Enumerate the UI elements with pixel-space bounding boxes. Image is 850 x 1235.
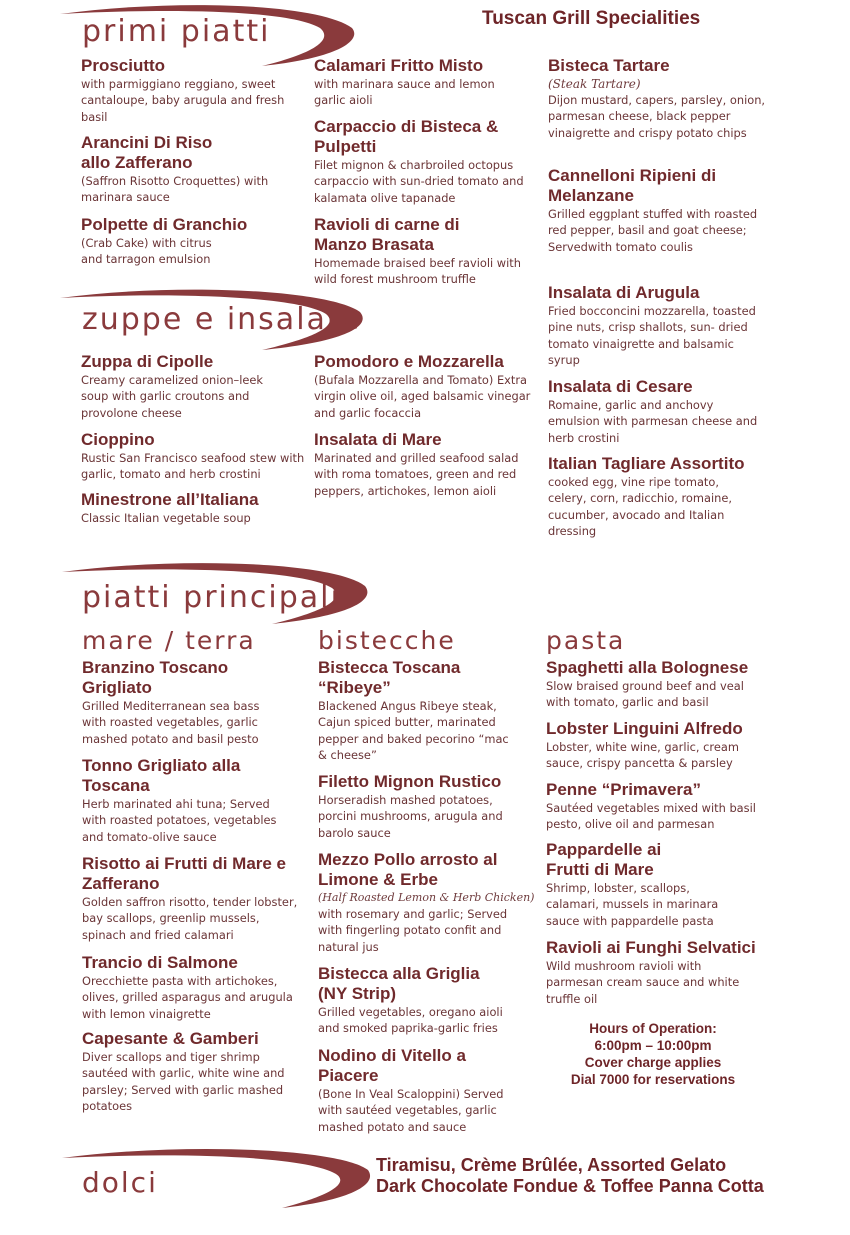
dish-minestrone: [81, 490, 311, 526]
dish-name: Spaghetti alla Bolognese: [546, 658, 749, 677]
dish-bisteca-tartare: [548, 56, 778, 141]
dish-nodino-vitello: [318, 1046, 548, 1135]
dish-name: Prosciutto: [81, 56, 166, 75]
dish-trancio-salmone: [82, 953, 312, 1022]
dish-desc: Creamy caramelized onion–leek soup with garlic croutons and provolone cheese: [81, 373, 264, 420]
dish-desc: Grilled Mediterranean sea bass with roasted vegetables, garlic mashed potato and basil pesto: [82, 699, 260, 746]
dish-name: Branzino Toscano Grigliato: [82, 658, 229, 697]
dish-cannelloni: [548, 166, 778, 255]
dish-desc: with parmiggiano reggiano, sweet cantaloupe, baby arugula and fresh basil: [81, 77, 285, 124]
dish-name: Zuppa di Cipolle: [81, 352, 214, 371]
dish-desc: with marinara sauce and lemon garlic aioli: [314, 77, 495, 108]
dish-name: Bistecca alla Griglia (NY Strip): [318, 964, 480, 1003]
dish-desc: Filet mignon & charbroiled octopus carpaccio with sun-dried tomato and kalamata olive tapanade: [314, 158, 524, 205]
dish-desc: Lobster, white wine, garlic, cream sauce, crispy pancetta & parsley: [546, 740, 739, 771]
dish-name: Trancio di Salmone: [82, 953, 238, 972]
dish-name: Insalata di Mare: [314, 430, 442, 449]
dish-ravioli-funghi: [546, 938, 776, 1007]
dish-tagliare-assortito: [548, 454, 778, 539]
subsection-title-pasta: pasta: [546, 626, 626, 655]
dish-desc: (Crab Cake) with citrus and tarragon emulsion: [81, 236, 212, 267]
dish-desc: with rosemary and garlic; Served with fingerling potato confit and natural jus: [318, 907, 508, 954]
dish-name: Arancini Di Riso allo Zafferano: [81, 133, 213, 172]
dish-name: Insalata di Arugula: [548, 283, 700, 302]
dish-name: Ravioli ai Funghi Selvatici: [546, 938, 756, 957]
dish-name: Pomodoro e Mozzarella: [314, 352, 504, 371]
dish-arancini: [81, 133, 311, 206]
dish-polpette: [81, 215, 311, 268]
hours-line-3: Cover charge applies: [584, 1055, 722, 1070]
dish-name: Bisteca Tartare: [548, 56, 670, 75]
section-title-principali: piatti principali: [82, 580, 341, 615]
dish-calamari: [314, 56, 544, 109]
dish-branzino: [82, 658, 312, 747]
dish-name: Lobster Linguini Alfredo: [546, 719, 743, 738]
dish-name: Filetto Mignon Rustico: [318, 772, 502, 791]
dish-subtitle: (Half Roasted Lemon & Herb Chicken): [318, 891, 535, 904]
dish-desc: cooked egg, vine ripe tomato, celery, corn, radicchio, romaine, cucumber, avocado and Italian dressing: [548, 475, 732, 538]
dish-desc: Romaine, garlic and anchovy emulsion with parmesan cheese and herb crostini: [548, 398, 758, 445]
hours-line-1: Hours of Operation:: [589, 1021, 717, 1036]
dish-cioppino: [81, 430, 311, 483]
dish-desc: (Saffron Risotto Croquettes) with marinara sauce: [81, 174, 269, 205]
section-title-dolci: dolci: [82, 1166, 158, 1199]
dish-desc: (Bufala Mozzarella and Tomato) Extra virgin olive oil, aged balsamic vinegar and garlic focaccia: [314, 373, 531, 420]
dish-desc: Blackened Angus Ribeye steak, Cajun spiced butter, marinated pepper and baked pecorino “mac & cheese”: [318, 699, 509, 762]
dish-name: Capesante & Gamberi: [82, 1029, 259, 1048]
dish-name: Italian Tagliare Assortito: [548, 454, 745, 473]
dish-desc: Fried bocconcini mozzarella, toasted pine nuts, crisp shallots, sun- dried tomato vinaigrette and balsamic syrup: [548, 304, 756, 367]
section-title-zuppe: zuppe e insalate: [82, 302, 362, 337]
dish-carpaccio: [314, 117, 544, 206]
dish-desc: (Bone In Veal Scaloppini) Served with sautéed vegetables, garlic mashed potato and sauce: [318, 1087, 504, 1134]
specialities-title: Tuscan Grill Specialities: [482, 8, 701, 29]
dish-desc: Slow braised ground beef and veal with tomato, garlic and basil: [546, 679, 744, 710]
subsection-title-mare-terra: mare / terra: [82, 626, 256, 655]
dish-desc: Classic Italian vegetable soup: [81, 511, 251, 525]
dish-capesante-gamberi: [82, 1029, 312, 1114]
dish-name: Carpaccio di Bisteca & Pulpetti: [314, 117, 499, 156]
dish-name: Calamari Fritto Misto: [314, 56, 484, 75]
dish-bistecca-toscana: [318, 658, 548, 763]
dish-pappardelle: [546, 840, 776, 929]
dish-name: Nodino di Vitello a Piacere: [318, 1046, 466, 1085]
dish-name: Cannelloni Ripieni di Melanzane: [548, 166, 717, 205]
dish-insalata-arugula: [548, 283, 778, 368]
dish-zuppa-cipolle: [81, 352, 311, 421]
dish-pomodoro-mozzarella: [314, 352, 544, 421]
dish-bistecca-griglia: [318, 964, 548, 1037]
dish-name: Penne “Primavera”: [546, 780, 701, 799]
dish-filetto-mignon: [318, 772, 548, 841]
dish-desc: Dijon mustard, capers, parsley, onion, parmesan cheese, black pepper vinaigrette and crispy potato chips: [548, 93, 766, 140]
dish-spaghetti-bolognese: [546, 658, 776, 711]
dish-name: Minestrone all’Italiana: [81, 490, 259, 509]
dish-tonno: [82, 756, 312, 845]
dish-desc: Grilled eggplant stuffed with roasted red pepper, basil and goat cheese; Servedwith tomato coulis: [548, 207, 758, 254]
dish-desc: Horseradish mashed potatoes, porcini mushrooms, arugula and barolo sauce: [318, 793, 503, 840]
dish-name: Insalata di Cesare: [548, 377, 693, 396]
hours-line-2: 6:00pm – 10:00pm: [594, 1038, 712, 1053]
dish-desc: Marinated and grilled seafood salad with roma tomatoes, green and red peppers, artichokes, lemon aioli: [314, 451, 519, 498]
dish-lobster-linguini: [546, 719, 776, 772]
dish-name: Tonno Grigliato alla Toscana: [82, 756, 241, 795]
dish-insalata-mare: [314, 430, 544, 499]
dish-desc: Golden saffron risotto, tender lobster, bay scallops, greenlip mussels, spinach and fried calamari: [82, 895, 298, 942]
dolci-line-2: Dark Chocolate Fondue & Toffee Panna Cotta: [376, 1176, 764, 1196]
section-title-primi: primi piatti: [82, 14, 271, 49]
dish-desc: Herb marinated ahi tuna; Served with roasted potatoes, vegetables and tomato-olive sauce: [82, 797, 277, 844]
dish-risotto-frutti-mare: [82, 854, 312, 943]
dish-name: Risotto ai Frutti di Mare e Zafferano: [82, 854, 287, 893]
dish-desc: Homemade braised beef ravioli with wild forest mushroom truffle: [314, 256, 521, 287]
dolci-line-1: Tiramisu, Crème Brûlée, Assorted Gelato: [376, 1155, 727, 1175]
dish-desc: Grilled vegetables, oregano aioli and smoked paprika-garlic fries: [318, 1005, 503, 1036]
dish-mezzo-pollo: [318, 850, 548, 955]
dish-name: Cioppino: [81, 430, 155, 449]
dish-desc: Sautéed vegetables mixed with basil pesto, olive oil and parmesan: [546, 801, 756, 832]
dish-name: Polpette di Granchio: [81, 215, 248, 234]
dish-desc: Orecchiette pasta with artichokes, olives, grilled asparagus and arugula with lemon vinaigrette: [82, 974, 293, 1021]
dish-name: Bistecca Toscana “Ribeye”: [318, 658, 461, 697]
dish-subtitle: (Steak Tartare): [548, 77, 641, 91]
hours-of-operation: [553, 1020, 753, 1088]
dish-ravioli-manzo: [314, 215, 544, 288]
dish-desc: Rustic San Francisco seafood stew with garlic, tomato and herb crostini: [81, 451, 305, 482]
dolci-items: [376, 1155, 764, 1197]
dish-desc: Shrimp, lobster, scallops, calamari, mussels in marinara sauce with pappardelle pasta: [546, 881, 719, 928]
dish-desc: Wild mushroom ravioli with parmesan cream sauce and white truffle oil: [546, 959, 740, 1006]
dish-name: Mezzo Pollo arrosto al Limone & Erbe: [318, 850, 498, 889]
dish-prosciutto: [81, 56, 311, 125]
dish-insalata-cesare: [548, 377, 778, 446]
subsection-title-bistecche: bistecche: [318, 626, 456, 655]
dish-name: Ravioli di carne di Manzo Brasata: [314, 215, 460, 254]
dish-desc: Diver scallops and tiger shrimp sautéed with garlic, white wine and parsley; Served with garlic mashed potatoes: [82, 1050, 285, 1113]
dish-penne-primavera: [546, 780, 776, 833]
dish-name: Pappardelle ai Frutti di Mare: [546, 840, 662, 879]
hours-line-4: Dial 7000 for reservations: [570, 1072, 736, 1087]
